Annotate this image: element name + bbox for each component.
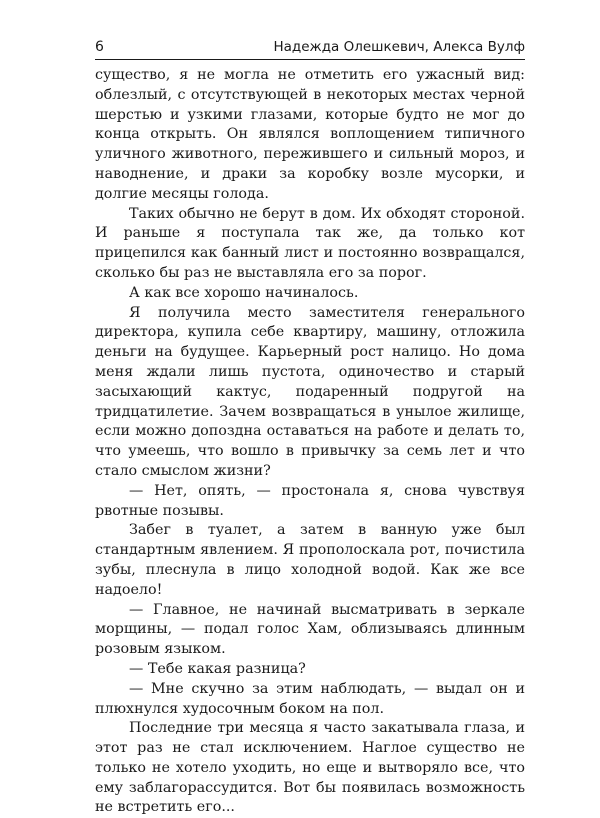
dialogue-paragraph: — Тебе какая разница? bbox=[129, 660, 306, 677]
running-header bbox=[95, 33, 525, 60]
page-number: 6 bbox=[95, 39, 104, 55]
paragraph: существо, я не могла не отметить его ужасный вид: облезлый, с отсутствующей в некоторых местах черной шерстью и узкими глазами, которые будто не мог до конца открыть. Он являлся воплощением типичного уличного животного, пережившего и сильный мороз, и наводнение, и драки за коробку возле мусорки, и долгие месяцы голода. bbox=[95, 67, 525, 202]
dialogue-paragraph: — Нет, опять, — простонала я, снова чувствуя рвотные позывы. bbox=[95, 482, 525, 519]
book-page bbox=[95, 33, 525, 818]
running-header-authors: Надежда Олешкевич, Алекса Вулф bbox=[273, 39, 525, 55]
paragraph: Я получила место заместителя генерального директора, купила себе квартиру, машину, отложила деньги на будущее. Карьерный рост налицо. Но дома меня ждали лишь пустота, одиночество и старый засыхающий кактус, подаренный подругой на тридцатилетие. Зачем возвращаться в унылое жилище, если можно допоздна оставаться на работе и делать то, что умеешь, что вошло в привычку за семь лет и что стало смыслом жизни? bbox=[95, 304, 525, 479]
dialogue-paragraph: — Мне скучно за этим наблюдать, — выдал он и плюхнулся худосочным боком на пол. bbox=[95, 680, 525, 717]
dialogue-paragraph: — Главное, не начинай высматривать в зеркале морщины, — подал голос Хам, облизываясь длинным розовым языком. bbox=[95, 601, 525, 658]
paragraph: А как все хорошо начиналось. bbox=[129, 284, 359, 301]
paragraph: Забег в туалет, а затем в ванную уже был стандартным явлением. Я прополоскала рот, почистила зубы, плеснула в лицо холодной водой. Как же все надоело! bbox=[95, 522, 525, 598]
page-body bbox=[95, 66, 525, 818]
paragraph: Таких обычно не берут в дом. Их обходят стороной. И раньше я поступала так же, да только кот прицепился как банный лист и постоянно возвращался, сколько бы раз не выставляла его за порог. bbox=[95, 205, 525, 281]
paragraph: Последние три месяца я часто закатывала глаза, и этот раз не стал исключением. Наглое существо не только не хотело уходить, но еще и вытворяло все, что ему заблагорассудится. Вот бы появилась возможность не встретить его... bbox=[95, 720, 525, 816]
